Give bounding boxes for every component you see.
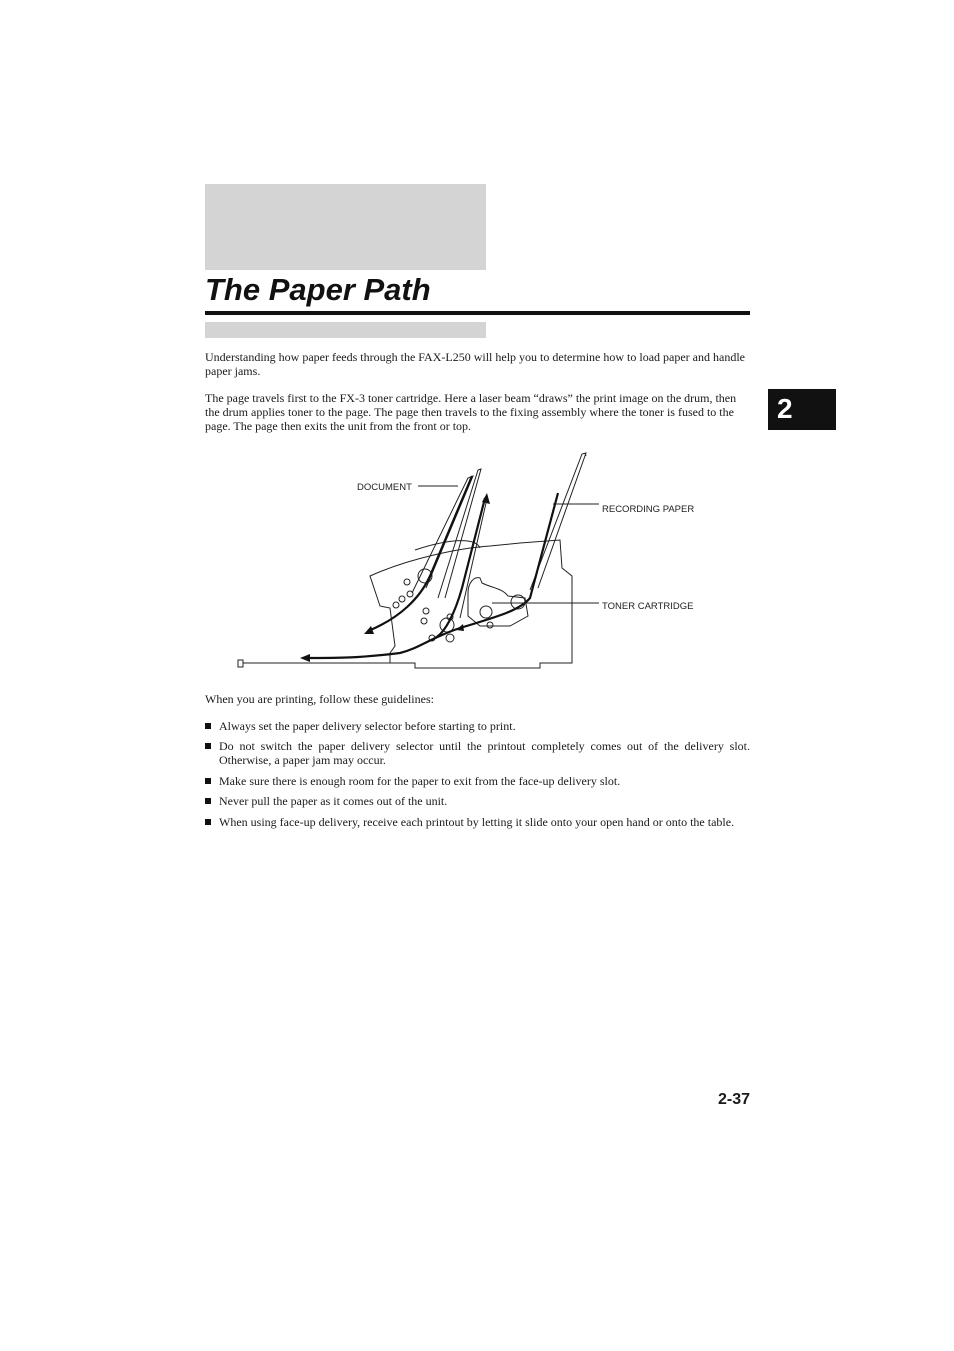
bullet-square-icon (205, 819, 211, 825)
bullet-square-icon (205, 798, 211, 804)
list-item: Always set the paper delivery selector before starting to print. (205, 719, 750, 733)
subheader-gray-bar (205, 322, 486, 338)
list-item: Make sure there is enough room for the paper to exit from the face-up delivery slot. (205, 774, 750, 788)
paper-path-diagram (230, 448, 720, 673)
roller (421, 618, 427, 624)
chapter-tab (768, 389, 836, 430)
label-recording-paper: RECORDING PAPER (602, 504, 695, 515)
bullet-square-icon (205, 743, 211, 749)
intro-paragraph-2: The page travels first to the FX-3 toner cartridge. Here a laser beam “draws” the print image on the drum, then the drum applies toner to the page. The page then travels to the fixing assembly where the toner is fused to the page. The page then exits the unit from the front or top. (205, 391, 737, 433)
toner-cartridge-outline (468, 578, 528, 626)
chapter-tab-number: 2 (777, 393, 793, 424)
header-gray-block (205, 184, 486, 270)
tray-end-cap (238, 660, 243, 667)
roller (393, 602, 399, 608)
bullet-square-icon (205, 778, 211, 784)
top-cover (415, 541, 480, 550)
guidelines-list (205, 719, 750, 829)
roller (404, 579, 410, 585)
page-title: The Paper Path (205, 272, 431, 307)
roller (487, 622, 493, 628)
roller (399, 596, 405, 602)
list-item: Do not switch the paper delivery selector until the printout completely comes out of the delivery slot. Otherwise, a paper jam may occur. (205, 739, 750, 767)
drum (480, 606, 492, 618)
roller (446, 634, 454, 642)
roller (407, 591, 413, 597)
arrow-document-exit (364, 626, 374, 634)
arrow-recording (456, 624, 464, 631)
roller (423, 608, 429, 614)
paper-path-illustration (230, 448, 720, 673)
list-item: Never pull the paper as it comes out of the unit. (205, 794, 750, 808)
page-number: 2-37 (717, 1091, 750, 1108)
intro-paragraph-1: Understanding how paper feeds through the FAX-L250 will help you to determine how to load paper and handle paper jams. (205, 350, 745, 378)
title-rule (205, 311, 750, 315)
label-document: DOCUMENT (357, 482, 412, 493)
label-toner-cartridge: TONER CARTRIDGE (602, 601, 694, 612)
guidelines-intro: When you are printing, follow these guidelines: (205, 692, 434, 706)
paper-guide (460, 503, 486, 618)
list-item: When using face-up delivery, receive each printout by letting it slide onto your open hand or onto the table. (205, 815, 750, 829)
arrow-output (300, 654, 310, 662)
bullet-square-icon (205, 723, 211, 729)
